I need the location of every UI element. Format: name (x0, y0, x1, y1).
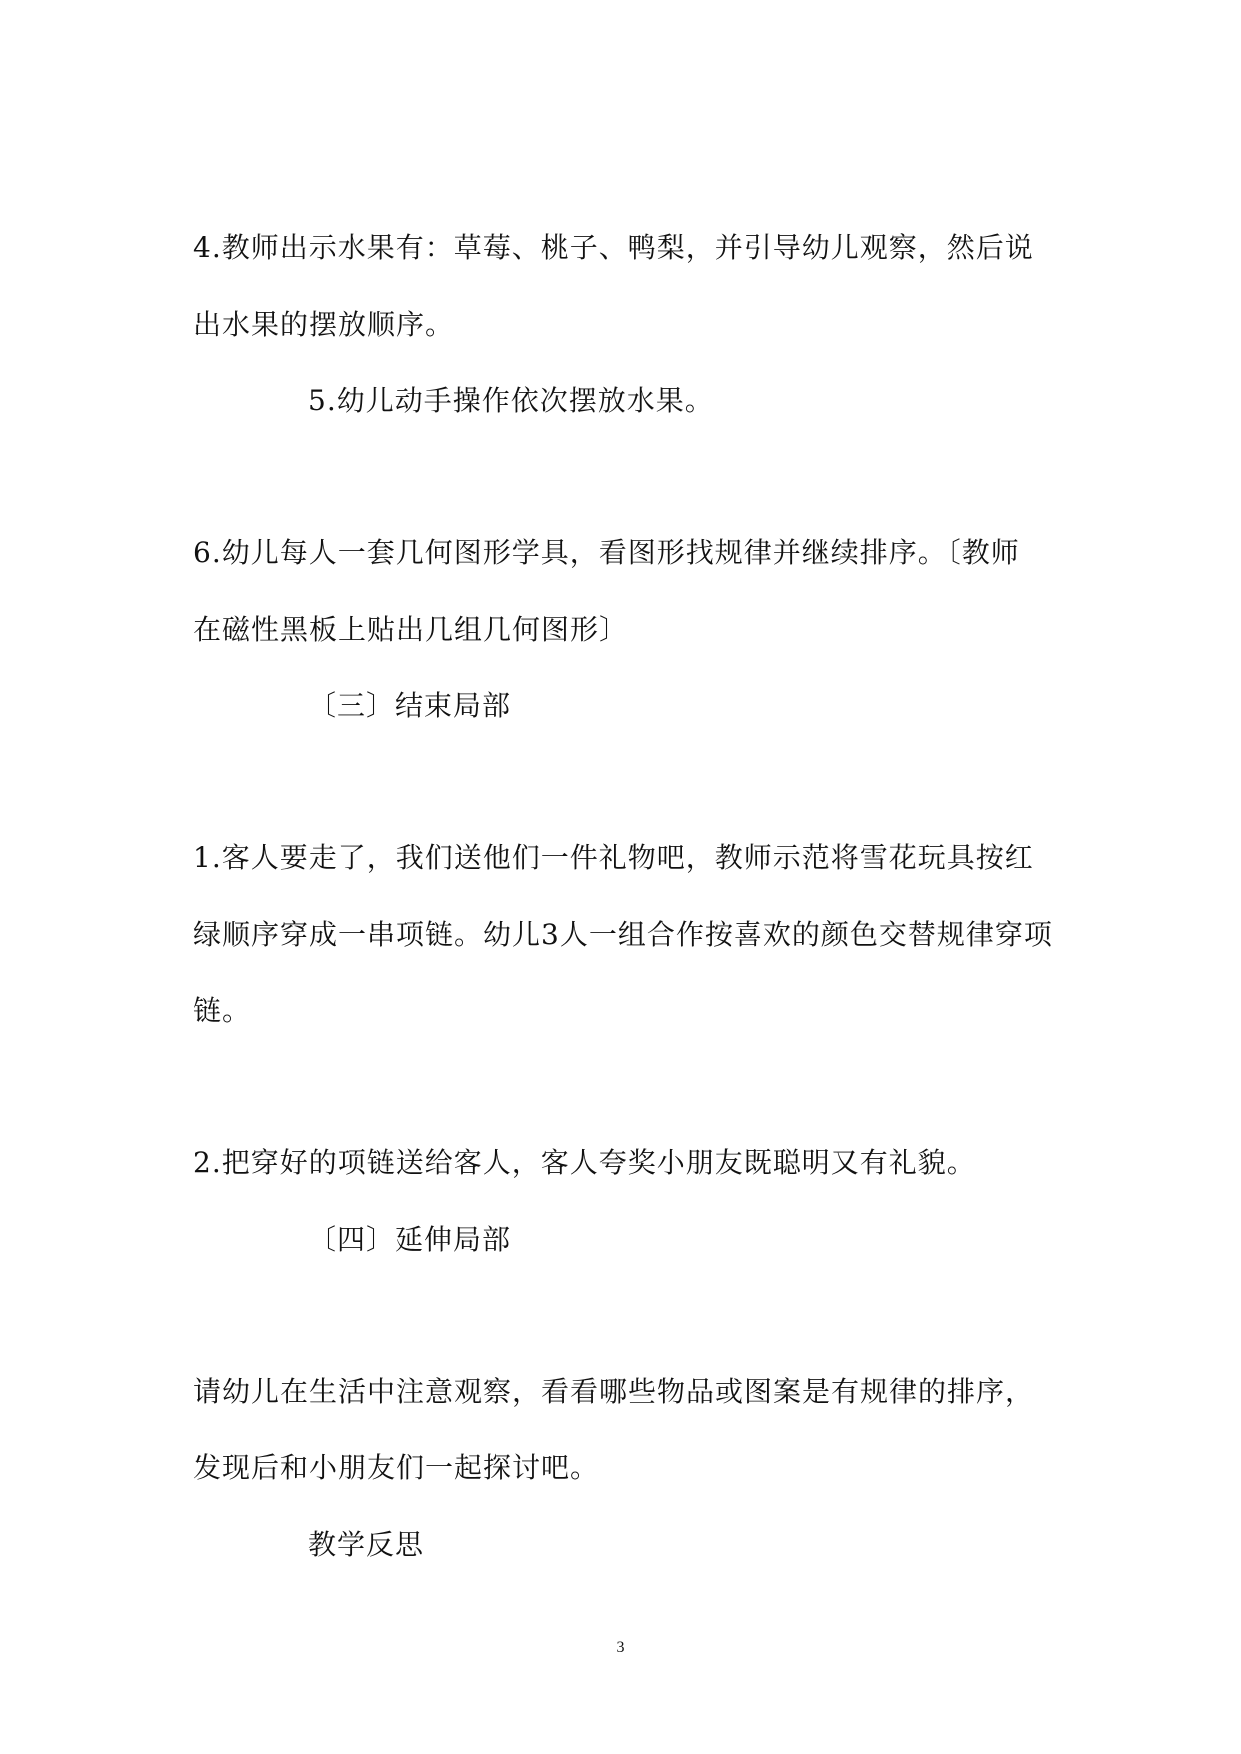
paragraph-4-line-2: 出水果的摆放顺序。 (193, 308, 455, 341)
paragraph-1-line-3: 链。 (193, 994, 252, 1027)
paragraph-4-line-1: 4.教师出示水果有：草莓、桃子、鸭梨，并引导幼儿观察，然后说 (193, 231, 1034, 264)
section-heading-4: 〔四〕延伸局部 (308, 1223, 512, 1256)
paragraph-extension-line-1: 请幼儿在生活中注意观察，看看哪些物品或图案是有规律的排序， (193, 1375, 1035, 1408)
paragraph-5: 5.幼儿动手操作依次摆放水果。 (308, 384, 714, 417)
page-number: 3 (616, 1639, 625, 1656)
paragraph-6-line-2: 在磁性黑板上贴出几组几何图形〕 (193, 613, 629, 646)
paragraph-2: 2.把穿好的项链送给客人，客人夸奖小朋友既聪明又有礼貌。 (193, 1146, 976, 1179)
paragraph-1-line-2: 绿顺序穿成一串项链。幼儿3人一组合作按喜欢的颜色交替规律穿项 (193, 918, 1053, 951)
teaching-reflection-heading: 教学反思 (308, 1528, 425, 1561)
section-heading-3: 〔三〕结束局部 (308, 689, 512, 722)
paragraph-1-line-1: 1.客人要走了，我们送他们一件礼物吧，教师示范将雪花玩具按红 (193, 841, 1034, 874)
paragraph-6-line-1: 6.幼儿每人一套几何图形学具，看图形找规律并继续排序。〔教师 (193, 536, 1020, 569)
paragraph-extension-line-2: 发现后和小朋友们一起探讨吧。 (193, 1451, 600, 1484)
